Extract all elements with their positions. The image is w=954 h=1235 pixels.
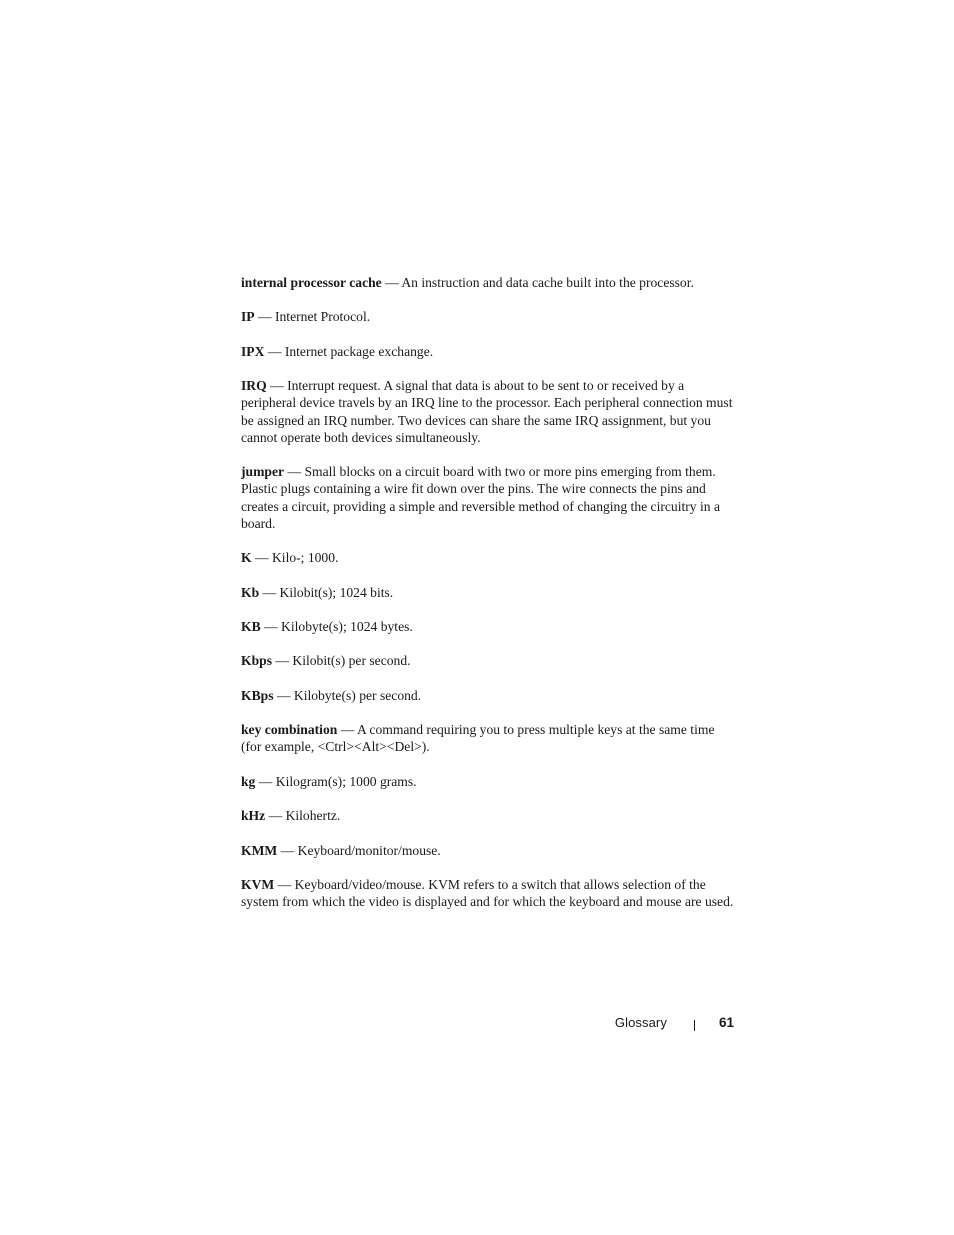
glossary-entry	[241, 618, 736, 635]
glossary-entry	[241, 274, 736, 291]
glossary-term: KB	[241, 618, 261, 634]
glossary-term: Kbps	[241, 653, 272, 669]
glossary-entry	[241, 463, 736, 532]
glossary-term: kg	[241, 773, 256, 789]
glossary-entry	[241, 584, 736, 601]
glossary-term: internal processor cache	[241, 275, 382, 290]
footer-section-title: Glossary	[614, 1015, 667, 1030]
glossary-entry	[241, 549, 736, 566]
glossary-term: Kb	[241, 584, 260, 600]
glossary-definition: — Kilo-; 1000.	[251, 550, 339, 566]
glossary-entry	[241, 652, 736, 669]
glossary-definition: — Kilogram(s); 1000 grams.	[255, 773, 417, 789]
glossary-entry	[241, 687, 736, 704]
glossary-term: kHz	[241, 808, 266, 824]
glossary-definition: — Kilobyte(s); 1024 bytes.	[260, 618, 413, 634]
glossary-entry	[241, 773, 736, 790]
glossary-term: jumper	[241, 464, 285, 480]
glossary-definition: — Keyboard/video/mouse. KVM refers to a switch that allows selection of the system from which the video is displayed and for which the keyboard and mouse are used.	[241, 876, 734, 910]
glossary-definition: — Kilobyte(s) per second.	[273, 687, 422, 703]
glossary-definition: — Internet package exchange.	[264, 343, 434, 359]
glossary-definition: — Kilohertz.	[265, 808, 341, 824]
glossary-term: KVM	[241, 876, 275, 892]
glossary-definition: — Interrupt request. A signal that data is about to be sent to or received by a peripheral device travels by an IRQ line to the processor. Each peripheral connection must be assigned an IRQ number. Two devices can share the same IRQ assignment, but you cannot operate both devices simultaneously.	[241, 378, 733, 445]
page-number: 61	[718, 1015, 734, 1030]
glossary-term: K	[241, 550, 252, 566]
glossary-definition: — Kilobit(s) per second.	[271, 653, 411, 669]
footer-separator	[694, 1020, 695, 1031]
glossary-entries	[241, 274, 736, 927]
glossary-entry	[241, 876, 736, 910]
glossary-term: KMM	[241, 842, 278, 858]
page-footer	[615, 1014, 734, 1032]
glossary-term: key combination	[241, 722, 338, 738]
glossary-term: IPX	[241, 343, 265, 359]
glossary-entry	[241, 343, 736, 360]
glossary-definition: — Kilobit(s); 1024 bits.	[259, 584, 394, 600]
glossary-entry	[241, 842, 736, 859]
glossary-entry	[241, 308, 736, 325]
glossary-definition: — Internet Protocol.	[254, 309, 371, 325]
glossary-definition: — Small blocks on a circuit board with two or more pins emerging from them. Plastic plugs containing a wire fit down over the pins. The wire connects the pins and creates a circuit, providing a simple and reversible method of changing the circuitry in a board.	[241, 464, 721, 531]
glossary-definition: — An instruction and data cache built into the processor.	[381, 275, 694, 290]
glossary-entry	[241, 807, 736, 824]
glossary-entry	[241, 377, 736, 446]
glossary-definition: — Keyboard/monitor/mouse.	[277, 842, 441, 858]
glossary-definition: — A command requiring you to press multiple keys at the same time (for example, <Ctrl><Alt><Del>).	[241, 722, 715, 755]
glossary-term: IP	[241, 309, 255, 325]
glossary-term: KBps	[241, 687, 274, 703]
glossary-entry	[241, 721, 736, 755]
glossary-term: IRQ	[241, 378, 267, 394]
